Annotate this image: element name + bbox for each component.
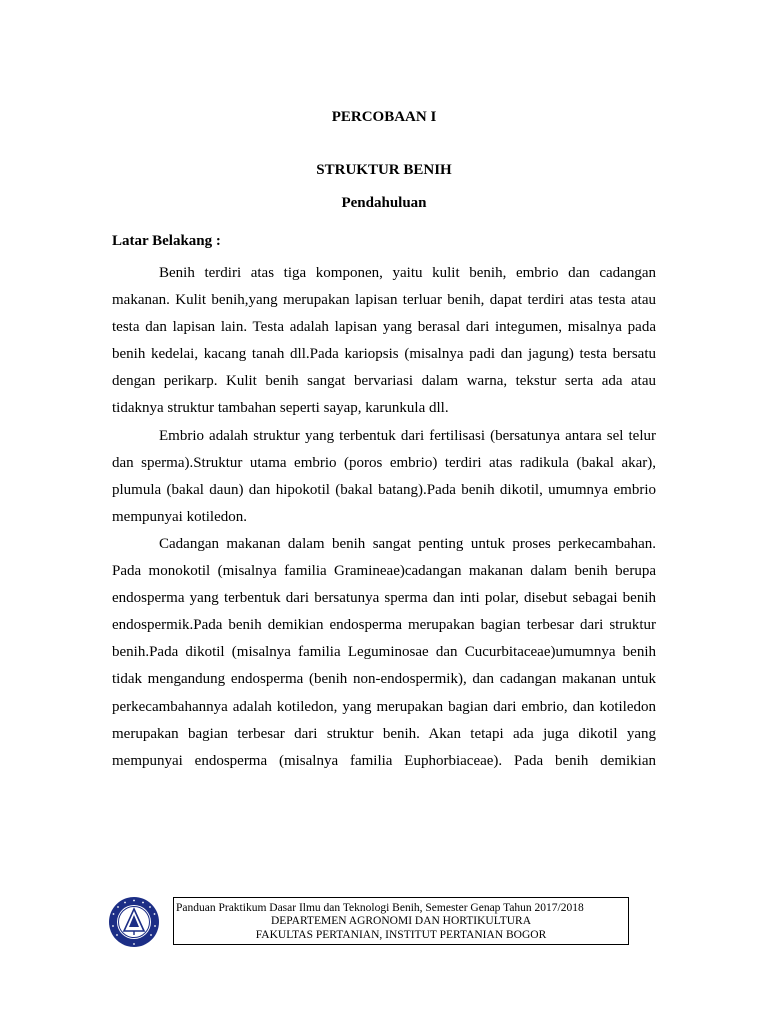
- footer-department-line: DEPARTEMEN AGRONOMI DAN HORTIKULTURA: [270, 915, 532, 927]
- footer-faculty-line: FAKULTAS PERTANIAN, INSTITUT PERTANIAN BOGOR: [255, 929, 547, 941]
- paragraph-seed-components: Benih terdiri atas tiga komponen, yaitu kulit benih, embrio dan cadangan makanan. Kulit benih,yang merupakan lapisan terluar benih, dapat terdiri atas testa atau testa dan lapisan lain. Testa adalah lapisan yang berasal dari integumen, misalnya pada benih kedelai, kacang tanah dll.Pada kariopsis (misalnya padi dan jagung) testa bersatu dengan perikarp. Kulit benih sangat bervariasi dalam warna, tekstur serta ada atau tidaknya struktur tambahan seperti sayap, karunkula dll.: [112, 265, 656, 417]
- footer-course-line: Panduan Praktikum Dasar Ilmu dan Teknologi Benih, Semester Genap Tahun 2017/2018: [176, 902, 584, 914]
- body-text: [112, 260, 656, 775]
- paragraph-food-reserve: Cadangan makanan dalam benih sangat penting untuk proses perkecambahan. Pada monokotil (misalnya familia Gramineae)cadangan makanan dalam benih berupa endosperma yang terbentuk dari bersatunya sperma dan inti polar, disebut sebagai benih endospermik.Pada benih demikian endosperma merupakan bagian terbesar dari struktur benih.Pada dikotil (misalnya familia Leguminosae dan Cucurbitaceae)umumnya benih tidak mengandung endosperma (benih non-endospermik), dan cadangan makanan untuk perkecambahannya adalah kotiledon, yang merupakan bagian dari embrio, dan kotiledon merupakan bagian terbesar dari struktur benih. Akan tetapi ada juga dikotil yang mempunyai endosperma (misalnya familia Euphorbiaceae). Pada benih demikian: [112, 535, 656, 769]
- paragraph-embryo: Embrio adalah struktur yang terbentuk dari fertilisasi (bersatunya antara sel telur dan sperma).Struktur utama embrio (poros embrio) terdiri atas radikula (bakal akar), plumula (bakal daun) dan hipokotil (bakal batang).Pada benih dikotil, umumnya embrio mempunyai kotiledon.: [112, 427, 656, 525]
- topic-title: STRUKTUR BENIH: [316, 162, 452, 178]
- section-heading: Latar Belakang :: [112, 233, 221, 249]
- chapter-title: PERCOBAAN I: [331, 109, 437, 125]
- footer-box: [173, 897, 629, 945]
- ipb-seal-icon: [108, 896, 160, 948]
- section-subtitle: Pendahuluan: [341, 195, 427, 211]
